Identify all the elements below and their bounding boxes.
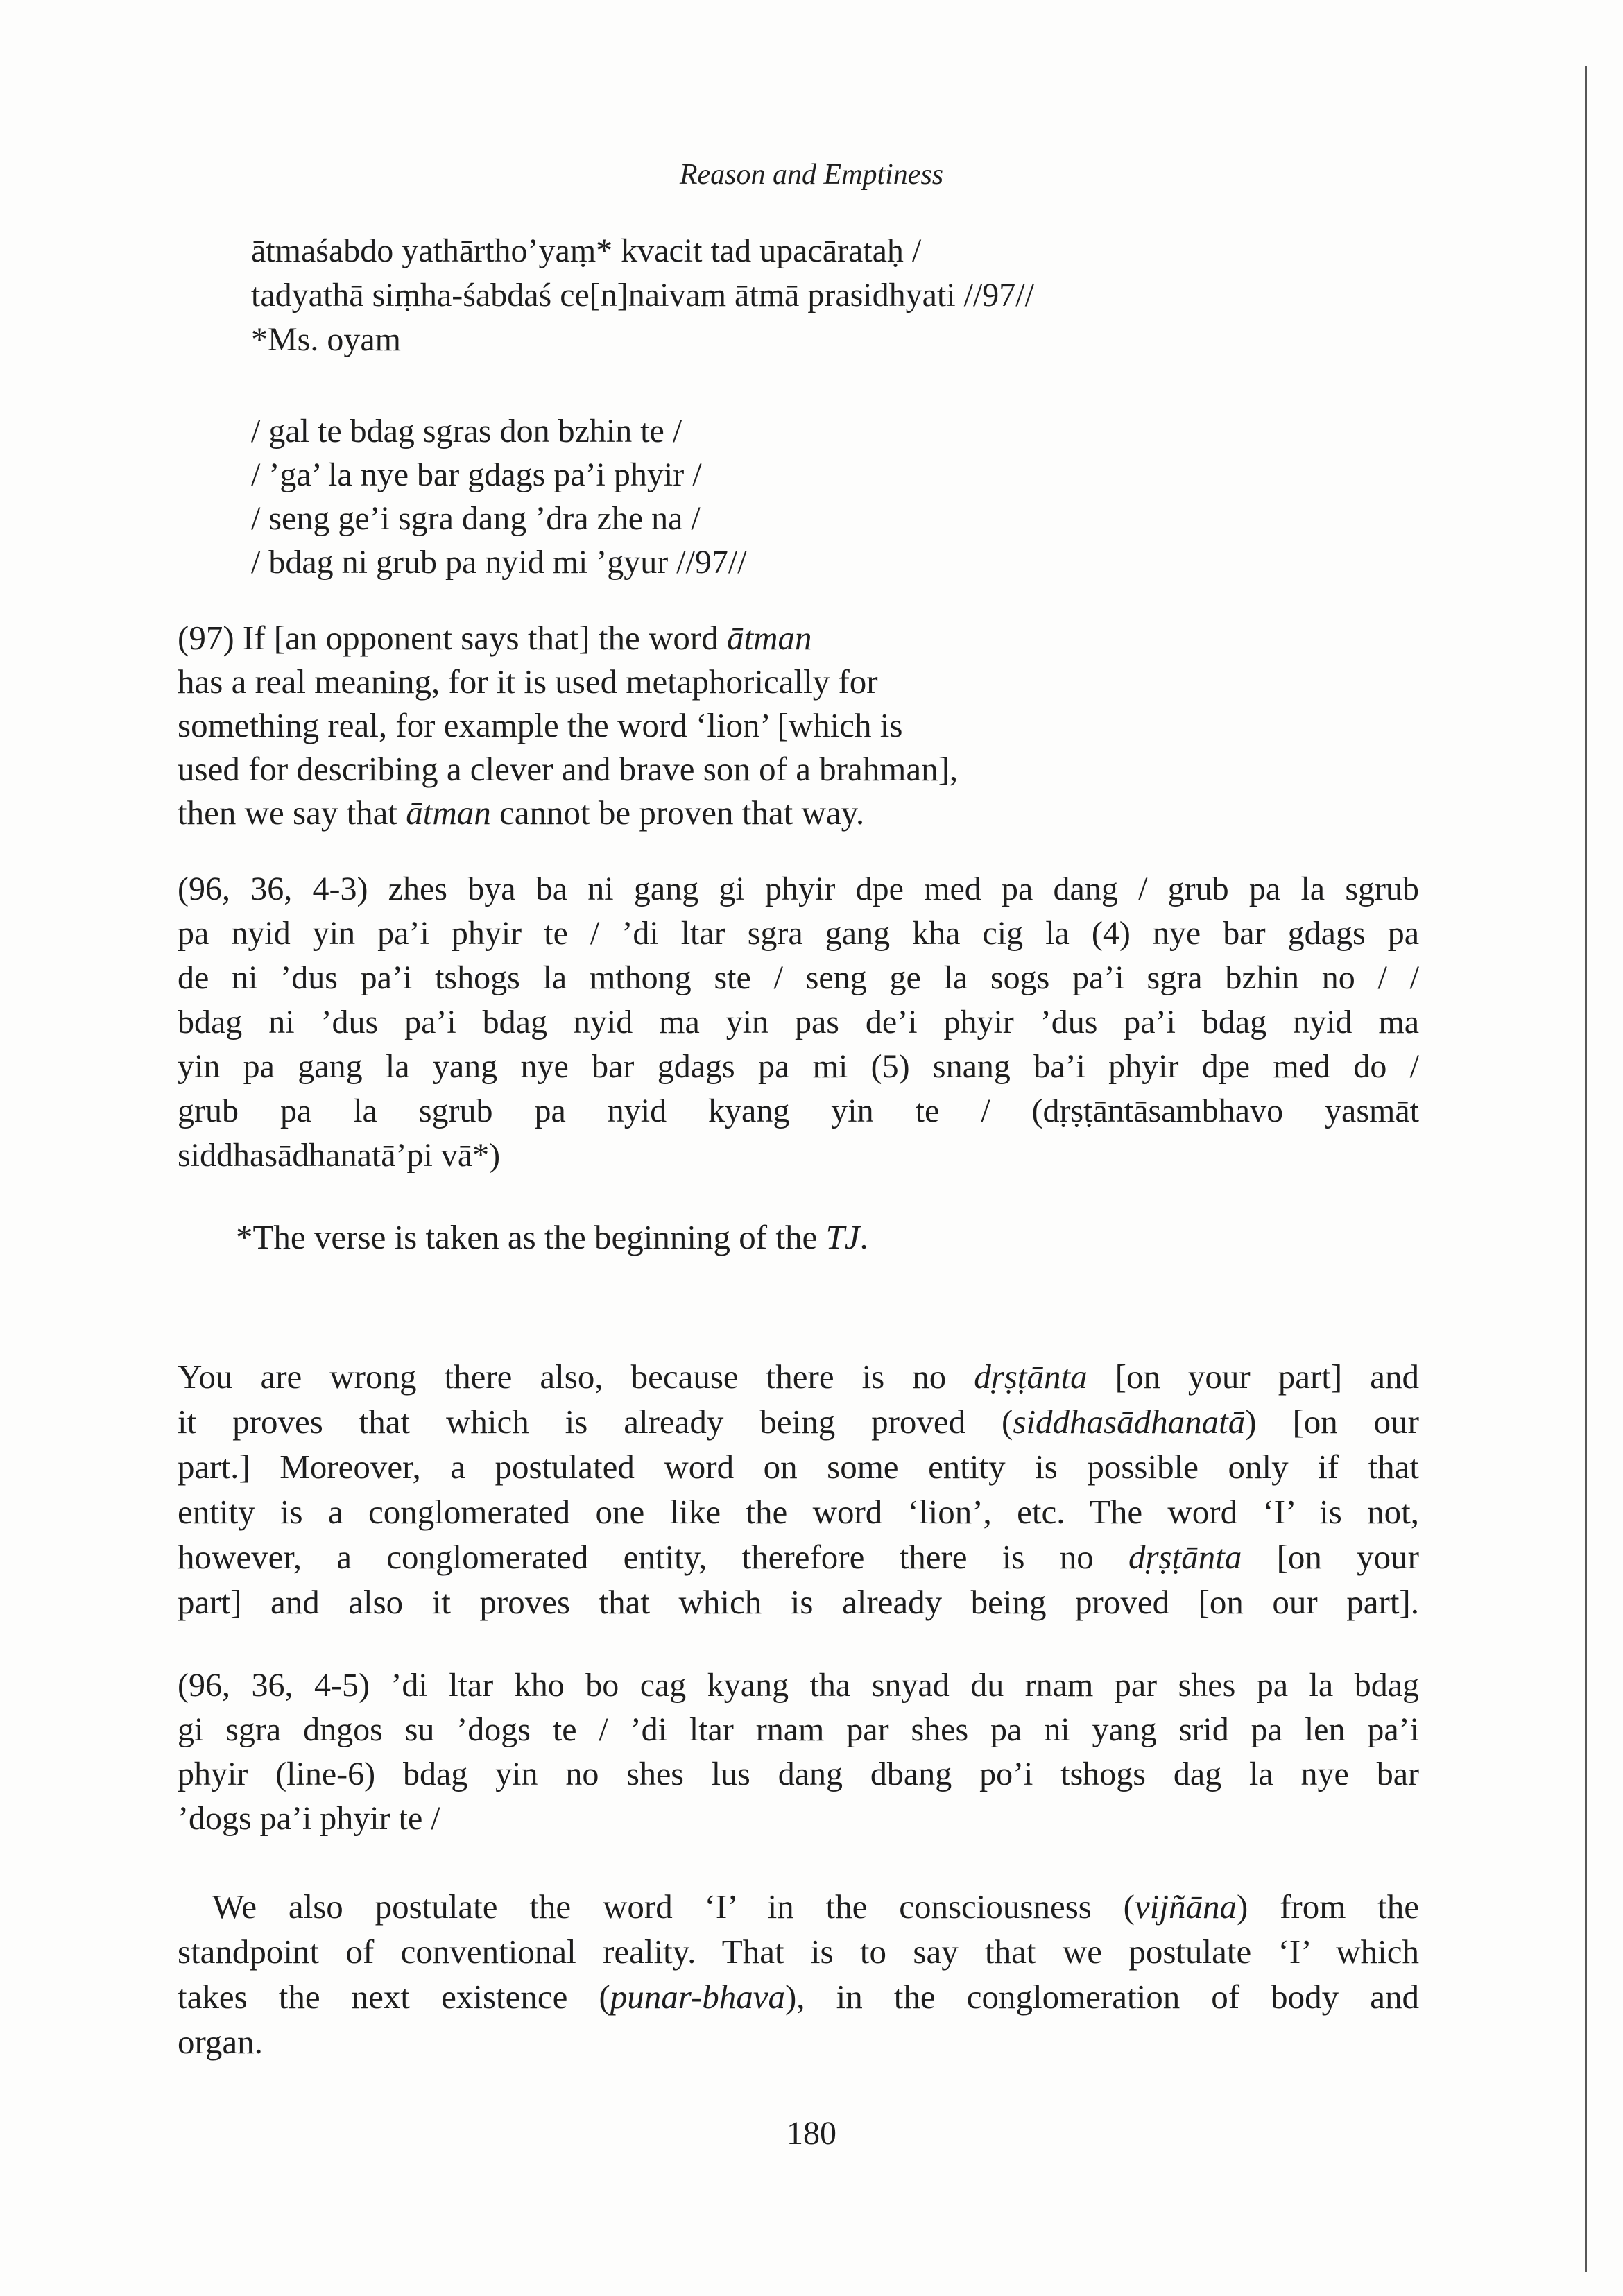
tibetan-verse bbox=[251, 409, 747, 584]
page-number: 180 bbox=[787, 2115, 836, 2152]
translation-97 bbox=[178, 616, 958, 834]
tibetan-commentary-2 bbox=[178, 1663, 1419, 1841]
paragraph-postulate bbox=[178, 1884, 1419, 2064]
paragraph-wrong bbox=[178, 1354, 1419, 1625]
paragraph-line: however, a conglomerated entity, therefore there is no dṛṣṭānta [on your bbox=[178, 1538, 1419, 1576]
commentary-line: ’dogs pa’i phyir te / bbox=[178, 1800, 440, 1837]
sanskrit-verse bbox=[251, 229, 1034, 362]
commentary-line: gi sgra dngos su ’dogs te / ’di ltar rnam par shes pa ni yang srid pa len pa’i bbox=[178, 1711, 1419, 1748]
verse-line: tadyathā siṃha-śabdaś ce[n]naivam ātmā prasidhyati //97// bbox=[251, 277, 1034, 314]
translation-line: used for describing a clever and brave son of a brahman], bbox=[178, 750, 959, 788]
paragraph-line: organ. bbox=[178, 2023, 263, 2061]
paragraph-line: You are wrong there also, because there is no dṛṣṭānta [on your part] and bbox=[178, 1357, 1419, 1396]
commentary-line: yin pa gang la yang nye bar gdags pa mi (5) snang ba’i phyir dpe med do / bbox=[178, 1048, 1419, 1085]
paragraph-line: part] and also it proves that which is already being proved [on our part]. bbox=[178, 1583, 1419, 1621]
verse-footnote: *The verse is taken as the beginning of the TJ. bbox=[236, 1218, 868, 1256]
commentary-line: pa nyid yin pa’i phyir te / ’di ltar sgra gang kha cig la (4) nye bar gdags pa bbox=[178, 915, 1419, 952]
translation-line: (97) If [an opponent says that] the word ātman bbox=[178, 619, 812, 657]
scan-edge-line bbox=[1585, 66, 1587, 2272]
commentary-line: phyir (line-6) bdag yin no shes lus dang dbang po’i tshogs dag la nye bar bbox=[178, 1756, 1419, 1792]
paragraph-line: We also postulate the word ‘I’ in the consciousness (vijñāna) from the bbox=[212, 1887, 1419, 1926]
translation-line: has a real meaning, for it is used metaphorically for bbox=[178, 662, 878, 701]
commentary-line: bdag ni ’dus pa’i bdag nyid ma yin pas de’i phyir ’dus pa’i bdag nyid ma bbox=[178, 1004, 1419, 1040]
manuscript-note: *Ms. oyam bbox=[251, 321, 401, 358]
commentary-line: siddhasādhanatā’pi vā*) bbox=[178, 1137, 501, 1174]
verse-line: / ’ga’ la nye bar gdags pa’i phyir / bbox=[251, 456, 702, 493]
verse-line: ātmaśabdo yathārtho’yaṃ* kvacit tad upacārataḥ / bbox=[251, 232, 922, 269]
paragraph-line: standpoint of conventional reality. That is to say that we postulate ‘I’ which bbox=[178, 1933, 1419, 1971]
paragraph-line: entity is a conglomerated one like the word ‘lion’, etc. The word ‘I’ is not, bbox=[178, 1493, 1419, 1531]
paragraph-line: part.] Moreover, a postulated word on some entity is possible only if that bbox=[178, 1448, 1419, 1486]
translation-line: something real, for example the word ‘lion’ [which is bbox=[178, 706, 903, 744]
verse-line: / gal te bdag sgras don bzhin te / bbox=[251, 413, 682, 449]
commentary-line: (96, 36, 4-3) zhes bya ba ni gang gi phyir dpe med pa dang / grub pa la sgrub bbox=[178, 871, 1419, 907]
commentary-line: de ni ’dus pa’i tshogs la mthong ste / seng ge la sogs pa’i sgra bzhin no / / bbox=[178, 959, 1419, 996]
verse-line: / seng ge’i sgra dang ’dra zhe na / bbox=[251, 500, 701, 537]
commentary-line: grub pa la sgrub pa nyid kyang yin te / (dṛṣṭāntāsambhavo yasmāt bbox=[178, 1093, 1419, 1129]
paragraph-line: it proves that which is already being proved (siddhasādhanatā) [on our bbox=[178, 1403, 1419, 1441]
running-header: Reason and Emptiness bbox=[679, 159, 944, 191]
tibetan-commentary-1 bbox=[178, 867, 1419, 1178]
translation-line: then we say that ātman cannot be proven that way. bbox=[178, 794, 865, 832]
paragraph-line: takes the next existence (punar-bhava), in the conglomeration of body and bbox=[178, 1978, 1419, 2016]
verse-line: / bdag ni grub pa nyid mi ’gyur //97// bbox=[251, 544, 747, 581]
commentary-line: (96, 36, 4-5) ’di ltar kho bo cag kyang tha snyad du rnam par shes pa la bdag bbox=[178, 1667, 1419, 1704]
